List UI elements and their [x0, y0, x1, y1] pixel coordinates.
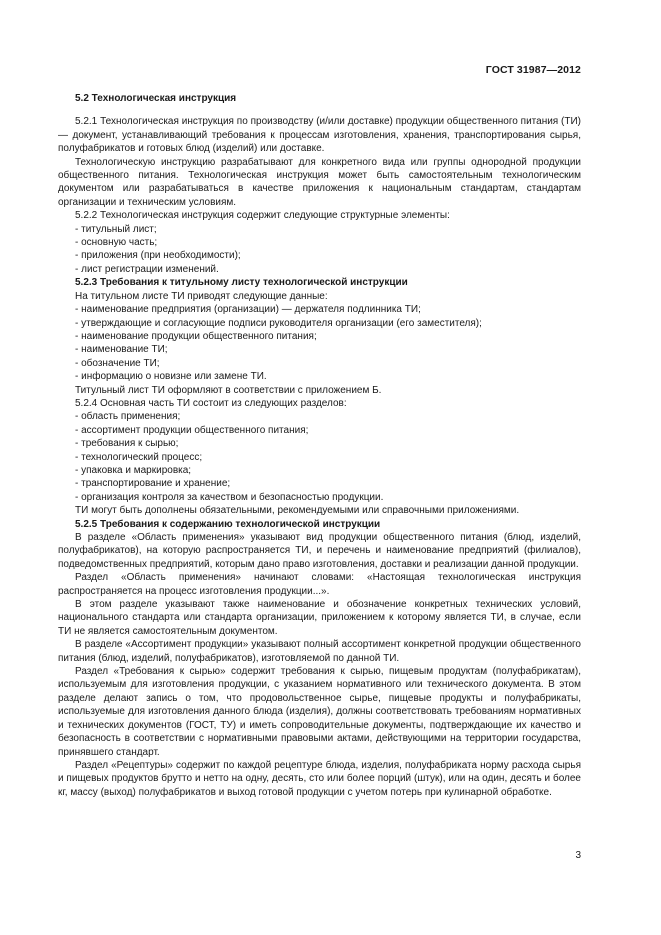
list-item: - наименование ТИ; — [75, 344, 168, 356]
section-heading: 5.2 Технологическая инструкция — [75, 93, 237, 104]
list-item: - наименование предприятия (организации) — держателя подлинника ТИ; — [75, 304, 421, 316]
paragraph: Раздел «Область применения» начинают словами: «Настоящая технологическая инструкция распространяется на процесс изготовления продукции...». — [58, 572, 581, 597]
list-item: - основную часть; — [75, 237, 158, 249]
document-code: ГОСТ 31987—2012 — [485, 64, 581, 76]
paragraph: В этом разделе указывают также наименование и обозначение конкретных технических условий, национального стандарта или стандарта организации, приложением к которому является ТИ, в случае, если ТИ не является самостоятельным документом. — [58, 599, 581, 637]
paragraph: 5.2.1 Технологическая инструкция по производству (и/или доставке) продукции общественного питания (ТИ) — документ, устанавливающий требования к процессам изготовления, хранения, транспортирования сырья, полуфабрикатов и готовых блюд (изделий) или доставке. — [58, 116, 581, 155]
list-item: - информацию о новизне или замене ТИ. — [75, 371, 267, 383]
section-heading: 5.2.3 Требования к титульному листу технологической инструкции — [75, 277, 408, 289]
paragraph: В разделе «Ассортимент продукции» указывают полный ассортимент конкретной продукции общественного питания (блюд, изделий, полуфабрикатов), изготовляемой по данной ТИ. — [58, 639, 581, 664]
page-number: 3 — [575, 850, 581, 861]
paragraph: Раздел «Требования к сырью» содержит требования к сырью, пищевым продуктам (полуфабрикатам), используемым для изготовления продукции, с указанием нормативного или технического документа. В этом разделе делают запись о том, что продовольственное сырье, пищевые продукты и полуфабрикаты, используемые для изготовления данного блюда (изделия), должны соответствовать требованиям нормативных и технических документов (ГОСТ, ТУ) и иметь сопроводительные документы, подтверждающие их качество и безопасность в соответствии с нормативными правовыми актами, действующими на территории государства, принявшего стандарт. — [58, 666, 581, 758]
list-item: - требования к сырью; — [75, 438, 179, 450]
list-item: - упаковка и маркировка; — [75, 464, 192, 476]
list-item: - область применения; — [75, 411, 181, 423]
paragraph: 5.2.2 Технологическая инструкция содержит следующие структурные элементы: — [75, 210, 450, 222]
document-body — [58, 92, 581, 799]
paragraph: 5.2.4 Основная часть ТИ состоит из следующих разделов: — [75, 397, 347, 409]
list-item: - организация контроля за качеством и безопасностью продукции. — [75, 491, 384, 503]
list-item: - титульный лист; — [75, 223, 157, 235]
list-item: - транспортирование и хранение; — [75, 478, 231, 490]
section-heading: 5.2.5 Требования к содержанию технологической инструкции — [75, 518, 381, 530]
paragraph: Титульный лист ТИ оформляют в соответствии с приложением Б. — [75, 384, 382, 396]
list-item: - обозначение ТИ; — [75, 357, 160, 369]
list-item: - приложения (при необходимости); — [75, 250, 241, 262]
paragraph: В разделе «Область применения» указывают вид продукции общественного питания (блюд, изделий, полуфабрикатов), на которую распространяется ТИ, и перечень и наименование предприятий (филиалов), подведомственных предприятий, которым дано право изготовления, доставки и реализации данной продукции. — [58, 532, 581, 570]
paragraph: Раздел «Рецептуры» содержит по каждой рецептуре блюда, изделия, полуфабриката норму расхода сырья и пищевых продуктов брутто и нетто на одну, десять, сто или более порций (штук), или на один, десять и более кг, массу (выход) полуфабрикатов и выход готовой продукции с учетом потерь при кулинарной обработке. — [58, 759, 581, 798]
paragraph: ТИ могут быть дополнены обязательными, рекомендуемыми или справочными приложениями. — [75, 505, 520, 517]
paragraph: Технологическую инструкцию разрабатывают для конкретного вида или группы однородной продукции общественного питания. Технологическая инструкция может быть самостоятельным технологическим документом или разрабатываться в качестве приложения к национальным стандартам, стандартам организации и техническим условиям. — [58, 156, 581, 208]
list-item: - лист регистрации изменений. — [75, 263, 219, 275]
list-item: - наименование продукции общественного питания; — [75, 330, 317, 342]
paragraph: На титульном листе ТИ приводят следующие данные: — [75, 290, 328, 302]
list-item: - технологический процесс; — [75, 451, 203, 463]
list-item: - утверждающие и согласующие подписи руководителя организации (его заместителя); — [75, 317, 482, 329]
list-item: - ассортимент продукции общественного питания; — [75, 424, 309, 436]
